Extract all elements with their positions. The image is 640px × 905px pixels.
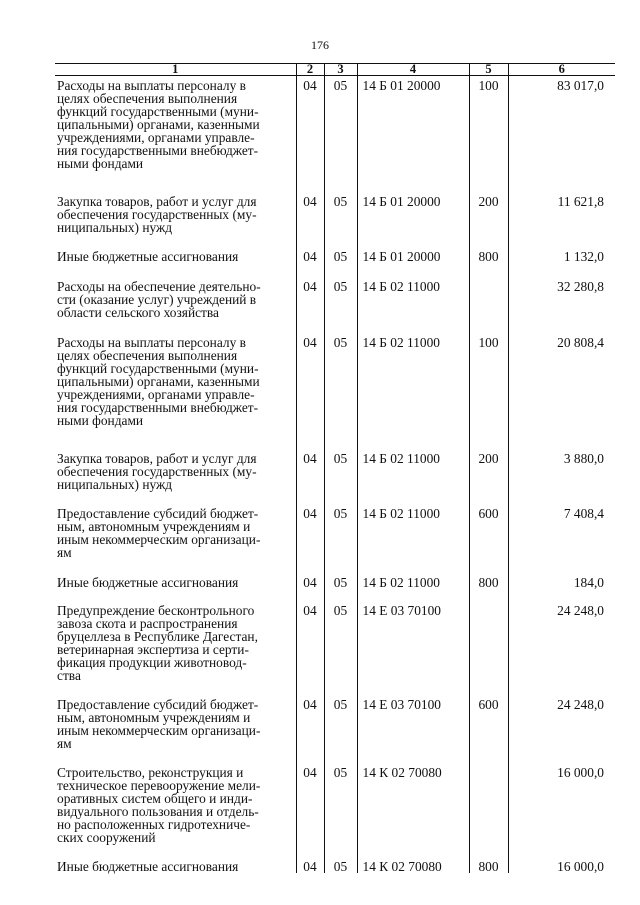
column-header-amount: 6: [508, 64, 615, 76]
target-article-cell: 14 Б 02 11000: [357, 333, 469, 449]
expense-name-line: Иные бюджетные ассигнования: [57, 575, 239, 590]
target-article-cell: 14 Б 01 20000: [357, 247, 469, 277]
expense-name-line: обеспечения государственных (му-: [57, 207, 257, 222]
amount-cell: 3 880,0: [508, 449, 615, 504]
expense-type-cell: 200: [469, 449, 508, 504]
expense-name-line: ства: [57, 668, 81, 683]
budget-table: [55, 63, 615, 873]
expense-name-line: обеспечения государственных (му-: [57, 464, 257, 479]
expense-name-line: Предупреждение бесконтрольного: [57, 603, 255, 618]
subsection-cell: 05: [324, 333, 357, 449]
table-row: [55, 695, 615, 763]
target-article-cell: 14 Е 03 70100: [357, 695, 469, 763]
section-cell: 04: [296, 573, 324, 601]
section-cell: 04: [296, 247, 324, 277]
table-row: [55, 857, 615, 873]
section-cell: 04: [296, 601, 324, 695]
expense-name-cell: [55, 857, 296, 873]
amount-cell: 32 280,8: [508, 277, 615, 333]
expense-name-line: ными фондами: [57, 413, 144, 428]
expense-type-cell: [469, 277, 508, 333]
table-row: [55, 504, 615, 573]
expense-name-line: Расходы на выплаты персоналу в: [57, 335, 246, 350]
expense-name-line: иным некоммерческим организаци-: [57, 532, 261, 547]
table-row: [55, 763, 615, 857]
subsection-cell: 05: [324, 601, 357, 695]
expense-type-cell: 800: [469, 857, 508, 873]
section-cell: 04: [296, 857, 324, 873]
expense-name-cell: [55, 695, 296, 763]
target-article-cell: 14 Б 01 20000: [357, 192, 469, 247]
target-article-cell: 14 Б 02 11000: [357, 573, 469, 601]
expense-name-line: ям: [57, 545, 72, 560]
expense-name-line: иным некоммерческим организаци-: [57, 723, 261, 738]
expense-name-line: ниципальных) нужд: [57, 477, 173, 492]
expense-name-line: Строительство, реконструкция и: [57, 765, 244, 780]
section-cell: 04: [296, 76, 324, 193]
section-cell: 04: [296, 695, 324, 763]
expense-name-line: оративных систем общего и инди-: [57, 791, 253, 806]
amount-cell: 1 132,0: [508, 247, 615, 277]
expense-name-line: ниципальных) нужд: [57, 220, 173, 235]
expense-name-line: ветеринарная экспертиза и серти-: [57, 642, 249, 657]
column-header-subsection: 3: [324, 64, 357, 76]
expense-name-line: бруцеллеза в Республике Дагестан,: [57, 629, 258, 644]
table-header-row: [55, 64, 615, 76]
subsection-cell: 05: [324, 695, 357, 763]
expense-name-line: Предоставление субсидий бюджет-: [57, 506, 259, 521]
expense-name-line: завоза скота и распространения: [57, 616, 238, 631]
expense-name-line: ния государственными внебюджет-: [57, 143, 259, 158]
target-article-cell: 14 Е 03 70100: [357, 601, 469, 695]
target-article-cell: 14 Б 02 11000: [357, 504, 469, 573]
expense-name-cell: [55, 333, 296, 449]
table-row: [55, 247, 615, 277]
table-row: [55, 573, 615, 601]
expense-name-line: видуального пользования и отдель-: [57, 804, 259, 819]
subsection-cell: 05: [324, 573, 357, 601]
expense-name-line: фикация продукции животновод-: [57, 655, 247, 670]
expense-name-line: целях обеспечения выполнения: [57, 348, 238, 363]
column-header-expense-type: 5: [469, 64, 508, 76]
expense-name-line: ным, автономным учреждениям и: [57, 519, 251, 534]
subsection-cell: 05: [324, 76, 357, 193]
amount-cell: 24 248,0: [508, 601, 615, 695]
table-body: [55, 76, 615, 874]
amount-cell: 7 408,4: [508, 504, 615, 573]
amount-cell: 11 621,8: [508, 192, 615, 247]
subsection-cell: 05: [324, 763, 357, 857]
amount-cell: 184,0: [508, 573, 615, 601]
expense-type-cell: 800: [469, 247, 508, 277]
expense-type-cell: 600: [469, 504, 508, 573]
expense-name-line: области сельского хозяйства: [57, 305, 219, 320]
expense-name-line: ципальными) органами, казенными: [57, 117, 260, 132]
subsection-cell: 05: [324, 449, 357, 504]
amount-cell: 83 017,0: [508, 76, 615, 193]
expense-name-line: техническое перевооружение мели-: [57, 778, 261, 793]
expense-name-line: функций государственными (муни-: [57, 361, 259, 376]
amount-cell: 16 000,0: [508, 763, 615, 857]
column-header-name: 1: [55, 64, 296, 76]
column-header-section: 2: [296, 64, 324, 76]
expense-name-line: функций государственными (муни-: [57, 104, 259, 119]
expense-name-cell: [55, 76, 296, 193]
target-article-cell: 14 Б 02 11000: [357, 277, 469, 333]
page-number: 176: [311, 38, 329, 52]
expense-name-cell: [55, 192, 296, 247]
expense-name-cell: [55, 763, 296, 857]
expense-type-cell: [469, 763, 508, 857]
expense-name-line: Закупка товаров, работ и услуг для: [57, 194, 257, 209]
expense-name-line: Иные бюджетные ассигнования: [57, 859, 239, 874]
expense-type-cell: 100: [469, 76, 508, 193]
expense-name-line: целях обеспечения выполнения: [57, 91, 238, 106]
expense-name-line: учреждениями, органами управле-: [57, 387, 255, 402]
expense-name-cell: [55, 247, 296, 277]
expense-name-line: ских сооружений: [57, 830, 156, 845]
expense-name-line: ципальными) органами, казенными: [57, 374, 260, 389]
section-cell: 04: [296, 192, 324, 247]
expense-name-cell: [55, 504, 296, 573]
section-cell: 04: [296, 277, 324, 333]
expense-name-line: Иные бюджетные ассигнования: [57, 249, 239, 264]
subsection-cell: 05: [324, 857, 357, 873]
table-row: [55, 601, 615, 695]
expense-name-line: Закупка товаров, работ и услуг для: [57, 451, 257, 466]
subsection-cell: 05: [324, 247, 357, 277]
subsection-cell: 05: [324, 504, 357, 573]
amount-cell: 20 808,4: [508, 333, 615, 449]
table-row: [55, 277, 615, 333]
table-row: [55, 76, 615, 193]
table-row: [55, 192, 615, 247]
table-row: [55, 333, 615, 449]
amount-cell: 24 248,0: [508, 695, 615, 763]
expense-name-line: учреждениями, органами управле-: [57, 130, 255, 145]
section-cell: 04: [296, 504, 324, 573]
expense-name-cell: [55, 573, 296, 601]
expense-type-cell: 200: [469, 192, 508, 247]
expense-type-cell: [469, 601, 508, 695]
subsection-cell: 05: [324, 277, 357, 333]
target-article-cell: 14 Б 01 20000: [357, 76, 469, 193]
target-article-cell: 14 К 02 70080: [357, 857, 469, 873]
expense-name-cell: [55, 449, 296, 504]
target-article-cell: 14 Б 02 11000: [357, 449, 469, 504]
target-article-cell: 14 К 02 70080: [357, 763, 469, 857]
expense-name-line: но расположенных гидротехниче-: [57, 817, 251, 832]
section-cell: 04: [296, 763, 324, 857]
subsection-cell: 05: [324, 192, 357, 247]
expense-name-line: ными фондами: [57, 156, 144, 171]
expense-type-cell: 600: [469, 695, 508, 763]
section-cell: 04: [296, 449, 324, 504]
expense-name-line: Предоставление субсидий бюджет-: [57, 697, 259, 712]
expense-type-cell: 800: [469, 573, 508, 601]
expense-name-line: сти (оказание услуг) учреждений в: [57, 292, 257, 307]
expense-name-cell: [55, 277, 296, 333]
table-row: [55, 449, 615, 504]
expense-name-line: Расходы на выплаты персоналу в: [57, 78, 246, 93]
column-header-target-article: 4: [357, 64, 469, 76]
amount-cell: 16 000,0: [508, 857, 615, 873]
expense-name-cell: [55, 601, 296, 695]
expense-name-line: ям: [57, 736, 72, 751]
expense-type-cell: 100: [469, 333, 508, 449]
expense-name-line: ния государственными внебюджет-: [57, 400, 259, 415]
expense-name-line: ным, автономным учреждениям и: [57, 710, 251, 725]
section-cell: 04: [296, 333, 324, 449]
expense-name-line: Расходы на обеспечение деятельно-: [57, 279, 261, 294]
